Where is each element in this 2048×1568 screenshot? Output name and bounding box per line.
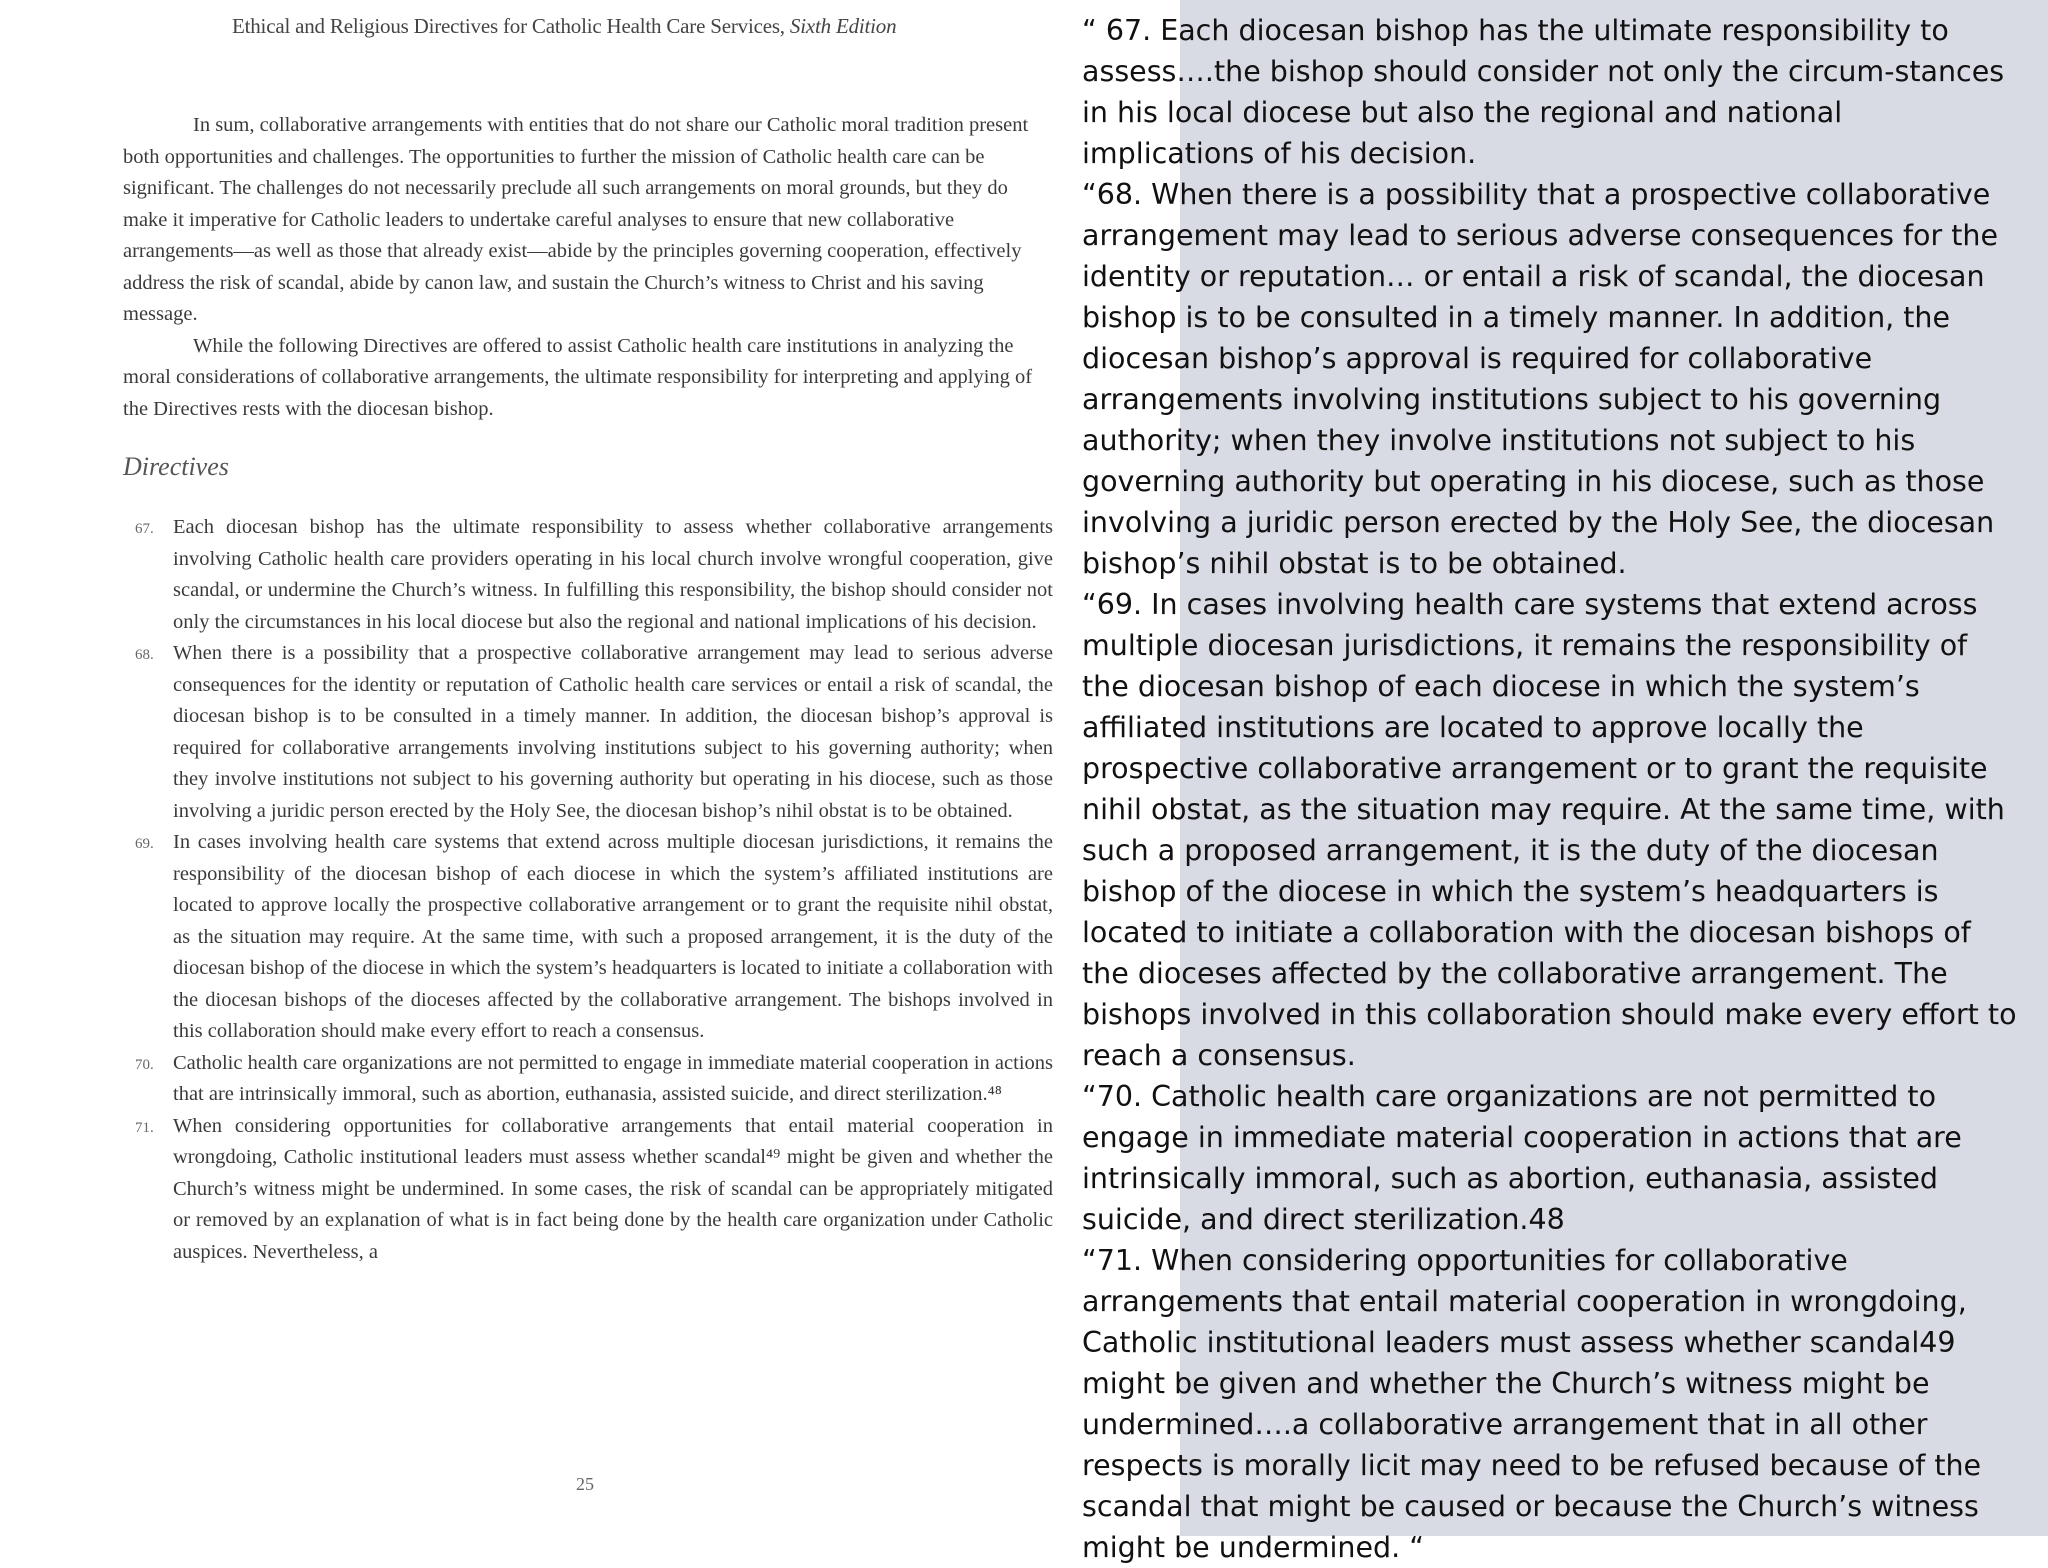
intro-paragraph: While the following Directives are offered to assist Catholic health care institutions in analyzing the moral considerations of collaborative arrangements, the ultimate responsibility for interpreting and applying of the Directives rests with the diocesan bishop. — [123, 334, 1033, 420]
directive-67 — [123, 512, 1053, 638]
directive-text: In cases involving health care systems that extend across multiple diocesan jurisdictions, it remains the responsibility of the diocesan bishop of each diocese in which the system’s affiliated institutions are located to approve locally the prospective collaborative arrangement or to grant the requisite nihil obstat, as the situation may require. At the same time, with such a proposed arrangement, it is the duty of the diocesan bishop of the diocese in which the system’s headquarters is located to initiate a collaboration with the diocesan bishops of the dioceses affected by the collaborative arrangement. The bishops involved in this collaboration should make every effort to reach a consensus. — [173, 831, 1053, 1042]
directive-text: When there is a possibility that a prospective collaborative arrangement may lead to serious adverse consequences for the identity or reputation of Catholic health care services or entail a risk of scandal, the diocesan bishop is to be consulted in a timely manner. In addition, the diocesan bishop’s approval is required for collaborative arrangements involving institutions subject to his governing authority; when they involve institutions not subject to his governing authority but operating in his diocese, such as those involving a juridic person erected by the Holy See, the diocesan bishop’s nihil obstat is to be obtained. — [173, 642, 1053, 822]
directive-text: Each diocesan bishop has the ultimate responsibility to assess whether collaborative arrangements involving Catholic health care providers operating in his local church involve wrongful cooperation, give scandal, or undermine the Church’s witness. In fulfilling this responsibility, the bishop should consider not only the circumstances in his local diocese but also the regional and national implications of his decision. — [173, 516, 1053, 633]
quote-paragraph-69: “69. In cases involving health care systems that extend across multiple diocesan jurisdictions, it remains the responsibility of the diocesan bishop of each diocese in which the system’s affiliated institutions are located to approve locally the prospective collaborative arrangement or to grant the requisite nihil obstat, as the situation may require. At the same time, with such a proposed arrangement, it is the duty of the diocesan bishop of the diocese in which the system’s headquarters is located to initiate a collaboration with the diocesan bishops of the dioceses affected by the collaborative arrangement. The bishops involved in this collaboration should make every effort to reach a consensus. — [1082, 588, 2017, 1072]
header-edition: Sixth Edition — [789, 14, 897, 38]
running-header — [232, 14, 896, 39]
directive-70 — [123, 1048, 1053, 1111]
quoted-directives-column — [1082, 10, 2022, 1568]
directive-68 — [123, 638, 1053, 827]
directive-number: 71. — [135, 1119, 154, 1136]
header-title: Ethical and Religious Directives for Catholic Health Care Services, — [232, 14, 785, 38]
quote-paragraph-70: “70. Catholic health care organizations are not permitted to engage in immediate material cooperation in actions that are intrinsically immoral, such as abortion, euthanasia, assisted suicide, and direct sterilization.48 — [1082, 1080, 1962, 1236]
directive-number: 69. — [135, 836, 154, 852]
intro-section — [123, 110, 1043, 425]
directive-number: 67. — [135, 521, 154, 537]
directive-text: Catholic health care organizations are not permitted to engage in immediate material cooperation in actions that are intrinsically immoral, such as abortion, euthanasia, assisted suicide, and direct sterilization.⁴⁸ — [173, 1051, 1053, 1105]
page-number: 25 — [576, 1474, 594, 1494]
quote-paragraph-67: “ 67. Each diocesan bishop has the ultimate responsibility to assess….the bishop should consider not only the circum-stances in his local diocese but also the regional and national implications of his decision. — [1082, 14, 2005, 170]
quote-paragraph-68: “68. When there is a possibility that a prospective collaborative arrangement may lead to serious adverse consequences for the identity or reputation… or entail a risk of scandal, the diocesan bishop is to be consulted in a timely manner. In addition, the diocesan bishop’s approval is required for collaborative arrangements involving institutions subject to his governing authority; when they involve institutions not subject to his governing authority but operating in his diocese, such as those involving a juridic person erected by the Holy See, the diocesan bishop’s nihil obstat is to be obtained. — [1082, 178, 1999, 580]
directive-number: 70. — [135, 1056, 154, 1073]
intro-paragraph: In sum, collaborative arrangements with entities that do not share our Catholic moral tradition present both opportunities and challenges. The opportunities to further the mission of Catholic health care can be significant. The challenges do not necessarily preclude all such arrangements on moral grounds, but they do make it imperative for Catholic leaders to undertake careful analyses to ensure that new collaborative arrangements—as well as those that already exist—abide by the principles governing cooperation, effectively address the risk of scandal, abide by canon law, and sustain the Church’s witness to Christ and his saving message. — [123, 114, 1029, 325]
directives-list — [123, 512, 1053, 1268]
directive-71 — [123, 1111, 1053, 1269]
directives-heading: Directives — [123, 452, 229, 481]
directive-69 — [123, 827, 1053, 1048]
directive-text: When considering opportunities for collaborative arrangements that entail material cooperation in wrongdoing, Catholic institutional leaders must assess whether scandal⁴⁹ might be given and whether the Church’s witness might be undermined. In some cases, the risk of scandal can be appropriately mitigated or removed by an explanation of what is in fact being done by the health care organization under Catholic auspices. Nevertheless, a — [173, 1114, 1053, 1263]
directive-number: 68. — [135, 647, 154, 663]
quote-paragraph-71: “71. When considering opportunities for collaborative arrangements that entail material cooperation in wrongdoing, Catholic institutional leaders must assess whether scandal49 might be given and whether the Church’s witness might be undermined….a collaborative arrangement that in all other respects is morally licit may need to be refused because of the scandal that might be caused or because the Church’s witness might be undermined. “ — [1082, 1244, 1982, 1564]
